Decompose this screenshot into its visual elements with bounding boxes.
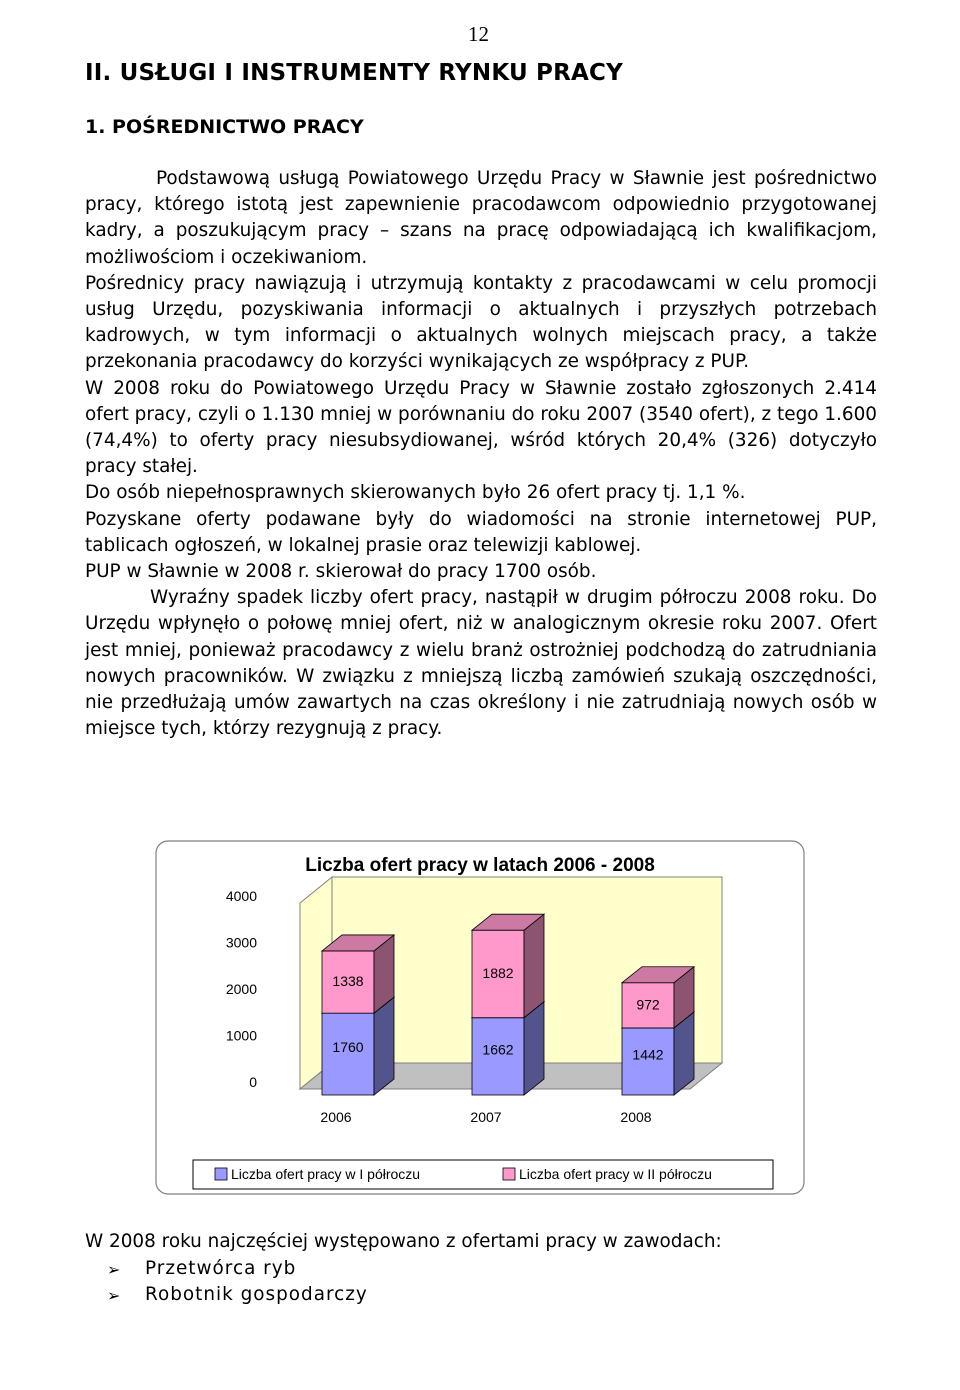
- legend-swatch-series2: [503, 1168, 515, 1180]
- y-tick-label: 1000: [225, 1027, 257, 1044]
- data-label: 1760: [332, 1039, 364, 1056]
- occupations-intro: W 2008 roku najczęściej występowano z ofertami pracy w zawodach:: [85, 1231, 722, 1252]
- arrow-bullet-icon: ➢: [107, 1259, 121, 1279]
- list-item: [85, 1256, 722, 1283]
- list-item: [85, 1282, 722, 1309]
- paragraph-disabled: Do osób niepełnosprawnych skierowanych było 26 ofert pracy tj. 1,1 %.: [85, 482, 746, 504]
- paragraph-intermediaries: Pośrednicy pracy nawiązują i utrzymują kontakty z pracodawcami w celu promocji usług Urzędu, pozyskiwania informacji o aktualnych i przyszłych potrzebach kadrowych, w tym informacji o aktualnych wolnych miejscach pracy, a także przekonania pracodawcy do korzyści wynikających ze współpracy z PUP.: [85, 272, 877, 373]
- y-tick-label: 4000: [225, 888, 257, 904]
- paragraph-publication: Pozyskane oferty podawane były do wiadomości na stronie internetowej PUP, tablicach ogłoszeń, w lokalnej prasie oraz telewizji kablowej.: [85, 508, 877, 556]
- chart: [155, 840, 805, 1195]
- list-item-label: Robotnik gospodarczy: [145, 1284, 368, 1305]
- legend-swatch-series1: [215, 1168, 227, 1180]
- occupations-section: [85, 1229, 722, 1309]
- paragraph-referred: PUP w Sławnie w 2008 r. skierował do pracy 1700 osób.: [85, 561, 597, 583]
- y-tick-label: 3000: [225, 934, 257, 951]
- chart-svg: [155, 840, 805, 1195]
- y-tick-label: 2000: [225, 981, 257, 997]
- data-label: 972: [636, 996, 660, 1013]
- data-label: 1662: [482, 1041, 514, 1058]
- bar-series2-side: [524, 914, 544, 1018]
- paragraph-decline: Wyraźny spadek liczby ofert pracy, nastąpił w drugim półroczu 2008 roku. Do Urzędu wpłynęło o połowę mniej ofert, niż w analogicznym okresie roku 2007. Ofert jest mniej, ponieważ pracodawcy z wielu branż ostrożniej podchodzą do zatrudniania nowych pracowników. W związku z mniejszą liczbą zamówień szukają oszczędności, nie przedłużają umów zawartych na czas określony i nie zatrudniają nowych osób w miejsce tych, którzy rezygnują z pracy.: [85, 587, 877, 740]
- legend-label-series1: Liczba ofert pracy w I półroczu: [231, 1166, 421, 1182]
- body-text: [85, 166, 877, 742]
- bar-series1-side: [374, 997, 394, 1095]
- y-tick-label: 0: [249, 1074, 257, 1090]
- chart-title: Liczba ofert pracy w latach 2006 - 2008: [305, 855, 655, 876]
- section-title: 1. POŚREDNICTWO PRACY: [85, 116, 364, 138]
- data-label: 1882: [482, 964, 514, 981]
- x-tick-label: 2006: [320, 1109, 352, 1125]
- arrow-bullet-icon: ➢: [107, 1286, 121, 1305]
- legend-label-series2: Liczba ofert pracy w II półroczu: [519, 1166, 712, 1182]
- list-item-label: Przetwórca ryb: [145, 1257, 297, 1279]
- page-number: 12: [468, 22, 489, 46]
- paragraph-intro: Podstawową usługą Powiatowego Urzędu Pracy w Sławnie jest pośrednictwo pracy, którego istotą jest zapewnienie pracodawcom odpowiednio przygotowanej kadry, a poszukującym pracy – szans na pracę odpowiadającą ich kwalifikacjom, możliwościom i oczekiwaniom.: [85, 168, 877, 268]
- data-label: 1338: [332, 973, 364, 990]
- x-tick-label: 2007: [470, 1109, 502, 1125]
- x-tick-label: 2008: [620, 1109, 652, 1125]
- paragraph-offers-2008: W 2008 roku do Powiatowego Urzędu Pracy w Sławnie zostało zgłoszonych 2.414 ofert pracy, czyli o 1.130 mniej w porównaniu do roku 2007 (3540 ofert), z tego 1.600 (74,4%) to oferty pracy niesubsydiowanej, wśród których 20,4% (326) dotyczyło pracy stałej.: [85, 377, 877, 478]
- chapter-title: II. USŁUGI I INSTRUMENTY RYNKU PRACY: [85, 60, 623, 86]
- data-label: 1442: [632, 1046, 664, 1063]
